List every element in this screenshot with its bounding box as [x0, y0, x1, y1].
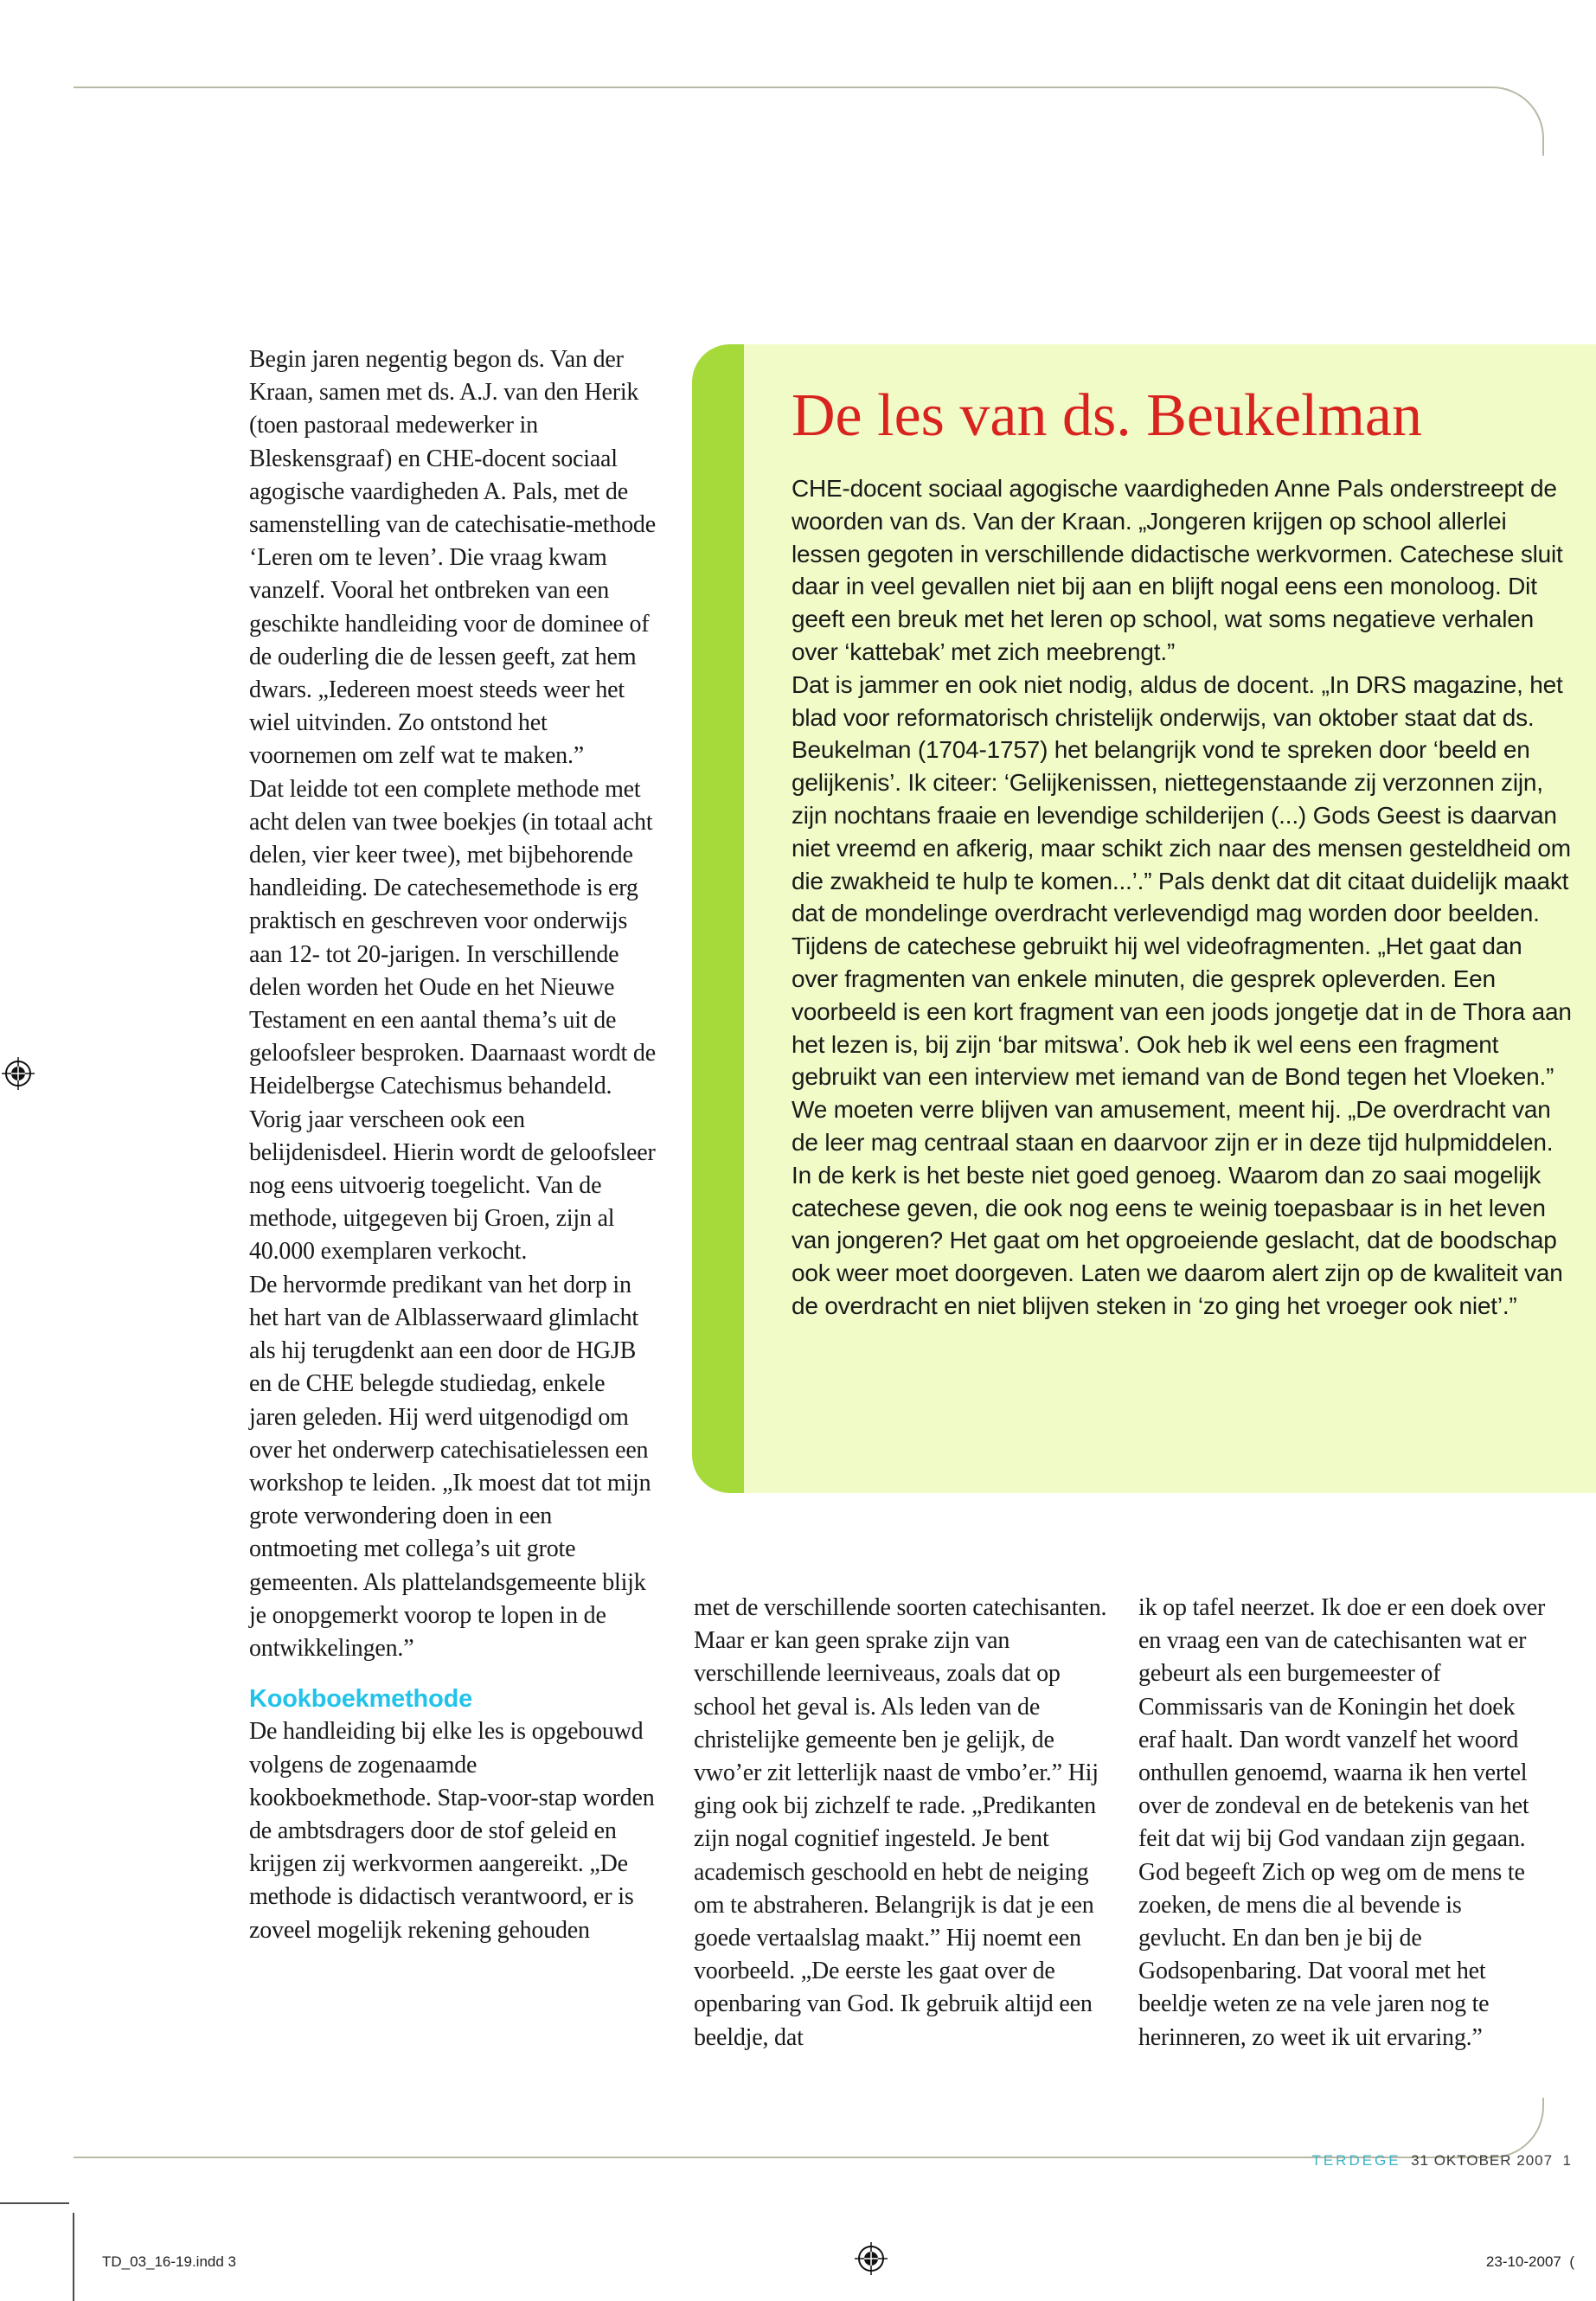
page-footer [1311, 2152, 1572, 2170]
sidebar-paragraph: Dat is jammer en ook niet nodig, aldus de docent. „In DRS magazine, het blad voor reformatorisch christelijk onderwijs, van oktober staat dat ds. Beukelman (1704-1757) het belangrijk vond te spreken door ‘beeld en gelijkenis’. Ik citeer: ‘Gelijkenissen, niettegenstaande zij verzonnen zijn, zijn nochtans fraaie en levendige schilderijen (...) Gods Geest is daarvan niet vreemd en afkerig, maar schikt zich naar des mensen gesteldheid om die zwakheid te hulp te komen...’.” Pals denkt dat dit citaat duidelijk maakt dat de mondelinge overdracht verlevendigd mag worden door beelden. Tijdens de catechese gebruikt hij wel videofragmenten. „Het gaat dan over fragmenten van enkele minuten, die gesprek opleverden. Een voorbeeld is een kort fragment van een joods jongetje dat in de Thora aan het lezen is, bij zijn ‘bar mitswa’. Ook heb ik wel eens een fragment gebruikt van een interview met iemand van de Bond tegen het Vloeken.” [792, 670, 1572, 1091]
top-border-rule [74, 87, 1544, 156]
crop-marks [0, 2197, 1596, 2301]
sidebar-paragraph: CHE-docent sociaal agogische vaardigheden Anne Pals onderstreept de woorden van ds. Van der Kraan. „Jongeren krijgen op school allerlei lessen gegoten in verschillende didactische werkvormen. Catechese sluit daar in veel gevallen niet bij aan en blijft nogal eens een monoloog. Dit geeft een breuk met het leren op school, wat soms negatieve verhalen over ‘kattebak’ met zich meebrengt.” [792, 475, 1563, 665]
sidebar-body [792, 472, 1574, 1323]
sidebar-box [692, 344, 1596, 1493]
issue-date: 31 OKTOBER 2007 [1411, 2152, 1554, 2169]
paragraph: De handleiding bij elke les is opgebouwd volgens de zogenaamde kookboekmethode. Stap-voor-stap worden de ambtsdragers door de stof geleid en krijgen zij werkvormen aangereikt. „De methode is didactisch verantwoord, er is zoveel mogelijk rekening gehouden [249, 1718, 655, 1944]
slug-timestamp [1486, 2253, 1574, 2271]
paragraph: met de verschillende soorten catechisanten. Maar er kan geen sprake zijn van verschillende leerniveaus, zoals dat op school het geval is. Als leden van de christelijke gemeente ben je gelijk, de vwo’er zit letterlijk naast de vmbo’er.” Hij ging ook bij zichzelf te rade. „Predikanten zijn nogal cognitief ingesteld. Je bent academisch geschoold en hebt de neiging om te abstraheren. Belangrijk is dat je een goede vertaalslag maakt.” Hij noemt een voorbeeld. „De eerste les gaat over de openbaring van God. Ik gebruik altijd een beeldje, dat [694, 1594, 1107, 2051]
subheading: Kookboekmethode [249, 1685, 473, 1714]
registration-mark-icon [855, 2242, 888, 2275]
publication-name: TERDEGE [1311, 2152, 1401, 2169]
slug-date: 23-10-2007 [1485, 2253, 1561, 2270]
article-column-right [1138, 1592, 1554, 2054]
paragraph: Begin jaren negentig begon ds. Van der Kraan, samen met ds. A.J. van den Herik (toen pastoraal medewerker in Bleskensgraaf) en CHE-docent sociaal agogische vaardigheden A. Pals, met de samenstelling van de catechisatie-methode ‘Leren om te leven’. Die vraag kwam vanzelf. Vooral het ontbreken van een geschikte handleiding voor de dominee of de ouderling die de lessen geeft, zat hem dwars. „Iedereen moest steeds weer het wiel uitvinden. Zo ontstond het voornemen om zelf wat te maken.” [249, 346, 656, 770]
paragraph: Dat leidde tot een complete methode met acht delen van twee boekjes (in totaal acht delen, vier keer twee), met bijbehorende handleiding. De catechesemethode is erg praktisch en geschreven voor onderwijs aan 12- tot 20-jarigen. In verschillende delen worden het Oude en het Nieuwe Testament en een aantal thema’s uit de geloofsleer besproken. Daarnaast wordt de Heidelbergse Catechismus behandeld. Vorig jaar verscheen ook een belijdenisdeel. Hierin wordt de geloofsleer nog eens uitvoerig toegelicht. Van de methode, uitgegeven bij Groen, zijn al 40.000 exemplaren verkocht. [249, 775, 656, 1266]
sidebar-title: De les van ds. Beukelman [792, 382, 1422, 449]
slug-trail: ( [1569, 2253, 1574, 2270]
bottom-border-rule [74, 2098, 1544, 2158]
slug-filename: TD_03_16-19.indd 3 [102, 2253, 237, 2270]
article-column-middle [694, 1592, 1109, 2054]
paragraph: ik op tafel neerzet. Ik doe er een doek over en vraag een van de catechisanten wat er gebeurt als een burgemeester of Commissaris van de Koningin het doek eraf haalt. Dan wordt vanzelf het woord onthullen genoemd, waarna ik hen vertel over de zondeval en de betekenis van het feit dat wij bij God vandaan zijn gegaan. God begeeft Zich op weg om de mens te zoeken, de mens die al bevende is gevlucht. En dan ben je bij de Godsopenbaring. Dat vooral met het beeldje weten ze na vele jaren nog te herinneren, zo weet ik uit ervaring.” [1138, 1594, 1546, 2051]
paragraph: De hervormde predikant van het dorp in het hart van de Alblasserwaard glimlacht als hij terugdenkt aan een door de HGJB en de CHE belegde studiedag, enkele jaren geleden. Hij werd uitgenodigd om over het onderwerp catechisatielessen een workshop te leiden. „Ik moest dat tot mijn grote verwondering doen in een ontmoeting met collega’s uit grote gemeenten. Als plattelandsgemeente blijk je onopgemerkt voorop te lopen in de ontwikkelingen.” [249, 1271, 651, 1662]
page-number: 1 [1562, 2152, 1572, 2169]
sidebar-paragraph: We moeten verre blijven van amusement, meent hij. „De overdracht van de leer mag centraal staan en daarvoor zijn er in deze tijd hulpmiddelen. In de kerk is het beste niet goed genoeg. Waarom dan zo saai mogelijk catechese geven, die ook nog eens te weinig toepasbaar is in het leven van jongeren? Het gaat om het opgroeiende geslacht, dat de boodschap ook weer moet doorgeven. Laten we daarom alert zijn op de kwaliteit van de overdracht en niet blijven steken in ‘zo ging het vroeger ook niet’.” [792, 1096, 1563, 1319]
article-column-left [249, 343, 656, 1947]
registration-mark-icon [2, 1057, 35, 1090]
